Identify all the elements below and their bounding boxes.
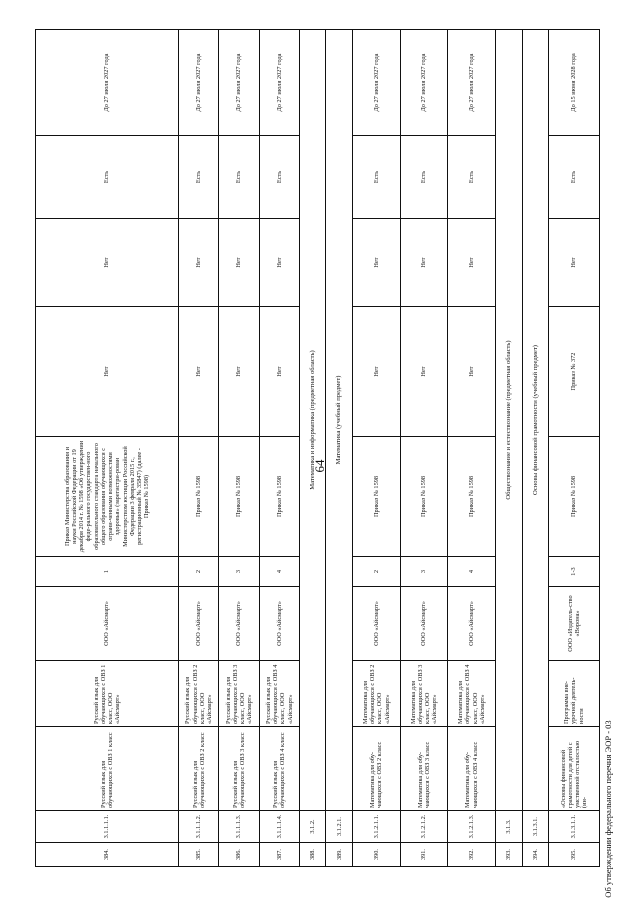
row-date: До 15 июня 2028 года bbox=[549, 30, 600, 136]
row-name: Русский язык для обучающихся с ОВЗ 4 класс bbox=[259, 727, 299, 811]
table-row bbox=[219, 30, 259, 867]
row-flag-2: Нет bbox=[448, 219, 496, 307]
section-heading: Основы финансовой грамотности (учебный предмет) bbox=[522, 30, 549, 811]
row-organization: ООО «Айсмарт» bbox=[219, 587, 259, 661]
row-flag-3: Есть bbox=[219, 136, 259, 219]
row-grades: 1 bbox=[36, 557, 179, 587]
section-heading: Обществознание и естествознание (предметная область) bbox=[496, 30, 523, 811]
row-order: Приказ № 1598 bbox=[400, 437, 448, 557]
row-number: 392. bbox=[448, 843, 496, 867]
row-organization: ООО «Айсмарт» bbox=[352, 587, 400, 661]
row-code: 3.1.3.1.1. bbox=[549, 811, 600, 843]
row-flag-3: Есть bbox=[36, 136, 179, 219]
row-flag-2: Нет bbox=[219, 219, 259, 307]
row-code: 3.1.3. bbox=[496, 811, 523, 843]
row-code: 3.1.2.1.3. bbox=[448, 811, 496, 843]
row-description: Математика для обучающихся с ОВЗ 3 класс, ООО «Айсмарт» bbox=[400, 661, 448, 727]
row-organization: ООО «Издатель-ство «Ворона» bbox=[549, 587, 600, 661]
row-flag-2: Нет bbox=[36, 219, 179, 307]
row-order: Приказ № 1598 bbox=[219, 437, 259, 557]
row-flag-2: Нет bbox=[352, 219, 400, 307]
row-description: Русский язык для обучающихся с ОВЗ 1 класс, ООО «Айсмарт» bbox=[36, 661, 179, 727]
table-row bbox=[549, 30, 600, 867]
row-number: 387. bbox=[259, 843, 299, 867]
row-date: До 27 июля 2027 года bbox=[219, 30, 259, 136]
row-number: 386. bbox=[219, 843, 259, 867]
row-code: 3.1.1.1.2. bbox=[179, 811, 219, 843]
row-organization: ООО «Айсмарт» bbox=[36, 587, 179, 661]
page-number: 64 bbox=[312, 459, 327, 473]
row-order: Приказ № 1598 bbox=[259, 437, 299, 557]
row-order: Приказ № 1598 bbox=[549, 437, 600, 557]
row-description: Русский язык для обучающихся с ОВЗ 3 класс, ООО «Айсмарт» bbox=[219, 661, 259, 727]
table-row bbox=[36, 30, 179, 867]
row-name: Русский язык для обучающихся с ОВЗ 1 класс bbox=[36, 727, 179, 811]
row-flag-1: Нет bbox=[400, 307, 448, 437]
row-code: 3.1.2.1.1. bbox=[352, 811, 400, 843]
row-grades: 2 bbox=[352, 557, 400, 587]
row-code: 3.1.3.1. bbox=[522, 811, 549, 843]
row-grades: 2 bbox=[179, 557, 219, 587]
row-name: Математика для обу-чающихся с ОВЗ 2 класс bbox=[352, 727, 400, 811]
row-organization: ООО «Айсмарт» bbox=[448, 587, 496, 661]
row-number: 385. bbox=[179, 843, 219, 867]
row-date: До 27 июля 2027 года bbox=[179, 30, 219, 136]
table-wrapper bbox=[35, 30, 600, 867]
eor-table bbox=[35, 29, 600, 867]
row-order: Приказ № 1598 bbox=[179, 437, 219, 557]
row-flag-1: Нет bbox=[219, 307, 259, 437]
row-code: 3.1.1.1.4. bbox=[259, 811, 299, 843]
row-flag-3: Есть bbox=[352, 136, 400, 219]
row-description: Русский язык для обучающихся с ОВЗ 2 класс, ООО «Айсмарт» bbox=[179, 661, 219, 727]
row-flag-2: Нет bbox=[179, 219, 219, 307]
row-number: 390. bbox=[352, 843, 400, 867]
row-number: 389. bbox=[326, 843, 353, 867]
table-row bbox=[496, 30, 523, 867]
row-date: До 27 июля 2027 года bbox=[400, 30, 448, 136]
row-number: 388. bbox=[299, 843, 326, 867]
row-flag-3: Есть bbox=[448, 136, 496, 219]
row-grades: 1-3 bbox=[549, 557, 600, 587]
row-code: 3.1.1.1.1. bbox=[36, 811, 179, 843]
row-description: Математика для обучающихся с ОВЗ 4 класс, ООО «Айсмарт» bbox=[448, 661, 496, 727]
row-flag-2: Нет bbox=[259, 219, 299, 307]
row-organization: ООО «Айсмарт» bbox=[259, 587, 299, 661]
table-row bbox=[448, 30, 496, 867]
section-heading: Математика (учебный предмет) bbox=[326, 30, 353, 811]
table-row bbox=[352, 30, 400, 867]
row-order: Приказ № 1598 bbox=[352, 437, 400, 557]
row-code: 3.1.2. bbox=[299, 811, 326, 843]
row-code: 3.1.2.1. bbox=[326, 811, 353, 843]
row-name: Математика для обу-чающихся с ОВЗ 4 класс bbox=[448, 727, 496, 811]
row-code: 3.1.2.1.2. bbox=[400, 811, 448, 843]
table-row bbox=[326, 30, 353, 867]
row-number: 393. bbox=[496, 843, 523, 867]
table-row bbox=[179, 30, 219, 867]
row-flag-1: Нет bbox=[259, 307, 299, 437]
table-row bbox=[259, 30, 299, 867]
footer-note: Об утверждении федерального перечня ЭОР - 03 bbox=[603, 720, 613, 898]
row-number: 391. bbox=[400, 843, 448, 867]
row-flag-2: Нет bbox=[549, 219, 600, 307]
row-flag-1: Нет bbox=[352, 307, 400, 437]
row-name: Русский язык для обучающихся с ОВЗ 2 класс bbox=[179, 727, 219, 811]
row-order: Приказ Министерства образования и науки Российской Федерации от 19 декабря 2014 г. № 1598 «Об утверждении феде-рального государствен-ного образовательного стандарта начального общего образования обучающихся с ограни-ченными возможностями здоровья» (зарегистри-рован Министерством юстиции Российской Федерации 3 февраля 2015 г., регистрационный № 35847) (далее - Приказ № 1598) bbox=[36, 437, 179, 557]
row-flag-1: Нет bbox=[448, 307, 496, 437]
row-grades: 3 bbox=[219, 557, 259, 587]
row-date: До 27 июля 2027 года bbox=[259, 30, 299, 136]
table-row bbox=[522, 30, 549, 867]
row-description: Математика для обучающихся с ОВЗ 2 класс, ООО «Айсмарт» bbox=[352, 661, 400, 727]
row-name: Математика для обу-чающихся с ОВЗ 3 класс bbox=[400, 727, 448, 811]
row-date: До 27 июля 2027 года bbox=[36, 30, 179, 136]
row-date: До 27 июля 2027 года bbox=[352, 30, 400, 136]
row-flag-1: Нет bbox=[179, 307, 219, 437]
row-description: Русский язык для обучающихся с ОВЗ 4 класс, ООО «Айсмарт» bbox=[259, 661, 299, 727]
row-flag-2: Нет bbox=[400, 219, 448, 307]
row-name: «Основы финансовой грамотности для детей с умственной отсталостью (ин- bbox=[549, 727, 600, 811]
row-flag-1: Нет bbox=[36, 307, 179, 437]
row-flag-1: Приказ № 372 bbox=[549, 307, 600, 437]
row-code: 3.1.1.1.3. bbox=[219, 811, 259, 843]
row-number: 394. bbox=[522, 843, 549, 867]
table-row bbox=[299, 30, 326, 867]
row-date: До 27 июля 2027 года bbox=[448, 30, 496, 136]
row-grades: 4 bbox=[259, 557, 299, 587]
row-grades: 4 bbox=[448, 557, 496, 587]
row-organization: ООО «Айсмарт» bbox=[400, 587, 448, 661]
row-name: Русский язык для обучающихся с ОВЗ 3 класс bbox=[219, 727, 259, 811]
row-number: 395. bbox=[549, 843, 600, 867]
row-flag-3: Есть bbox=[549, 136, 600, 219]
row-description: Программа вне-урочной деятель-ности bbox=[549, 661, 600, 727]
row-flag-3: Есть bbox=[259, 136, 299, 219]
row-flag-3: Есть bbox=[179, 136, 219, 219]
row-number: 384. bbox=[36, 843, 179, 867]
row-grades: 3 bbox=[400, 557, 448, 587]
row-flag-3: Есть bbox=[400, 136, 448, 219]
row-order: Приказ № 1598 bbox=[448, 437, 496, 557]
table-row bbox=[400, 30, 448, 867]
row-organization: ООО «Айсмарт» bbox=[179, 587, 219, 661]
section-heading: Математика и информатика (предметная область) bbox=[299, 30, 326, 811]
